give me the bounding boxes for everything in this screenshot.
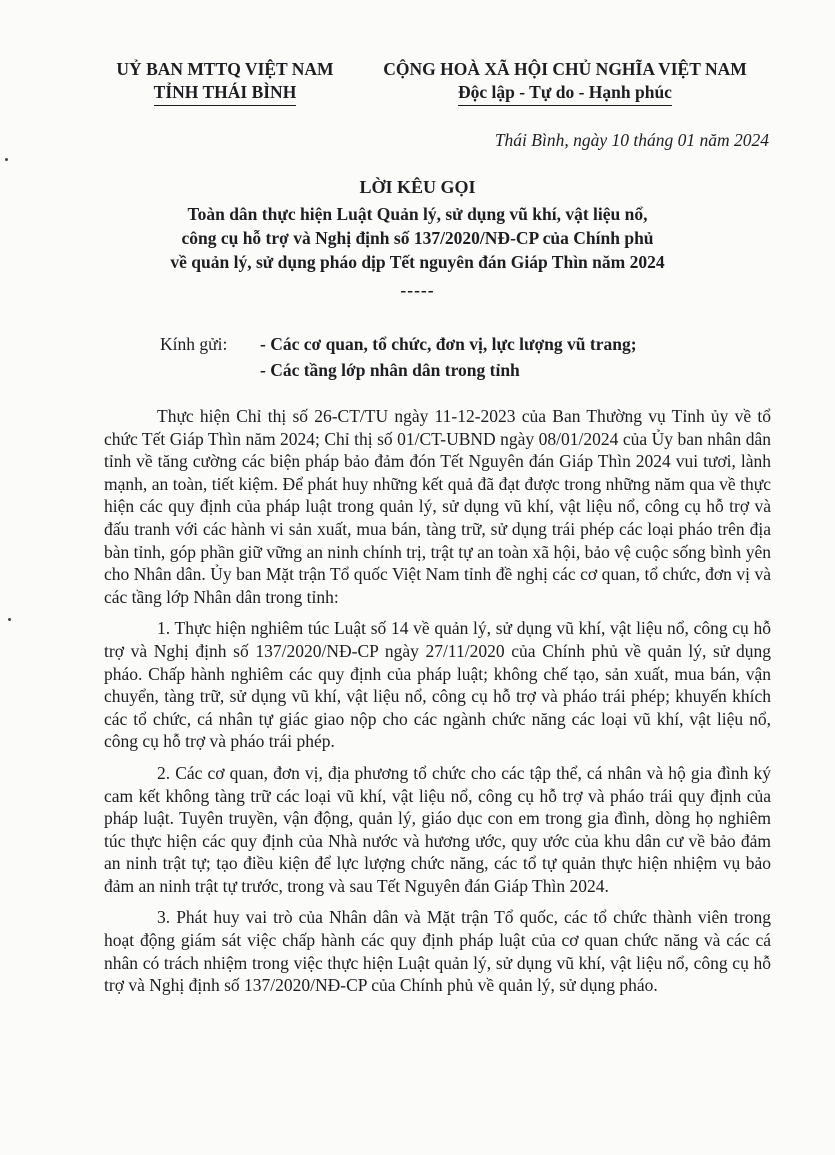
- scan-speck: [8, 618, 11, 621]
- recipient-1: - Các cơ quan, tổ chức, đơn vị, lực lượng vũ trang;: [260, 334, 637, 354]
- paragraph-3: 3. Phát huy vai trò của Nhân dân và Mặt trận Tổ quốc, các tổ chức thành viên trong hoạt động giám sát việc chấp hành các quy định pháp luật của cơ quan chức năng và các cá nhân có trách nhiệm trong việc thực hiện Luật quản lý, sử dụng vũ khí, vật liệu nổ, công cụ hỗ trợ và Nghị định số 137/2020/NĐ-CP của Chính phủ về quản lý, sử dụng pháo.: [104, 907, 771, 996]
- paragraph-2: 2. Các cơ quan, đơn vị, địa phương tổ chức cho các tập thể, cá nhân và hộ gia đình ký cam kết không tàng trữ các loại vũ khí, vật liệu nổ, công cụ hỗ trợ và pháo trái quy định của pháp luật. Tuyên truyền, vận động, quản lý, giáo dục con em trong gia đình, dòng họ nghiêm túc thực hiện các quy định của Nhà nước và hương ước, quy ước của khu dân cư về bảo đảm an ninh trật tự; tạo điều kiện để lực lượng chức năng, các tổ tự quản thực hiện nhiệm vụ bảo đảm an ninh trật tự trước, trong và sau Tết Nguyên đán Giáp Thìn 2024.: [104, 762, 771, 896]
- title-main: LỜI KÊU GỌI: [359, 177, 476, 197]
- national-motto: [355, 58, 775, 106]
- document-body: [104, 405, 771, 1006]
- scan-speck: [5, 158, 8, 161]
- document-title: [60, 175, 775, 302]
- title-sub-2: công cụ hỗ trợ và Nghị định số 137/2020/NĐ-CP của Chính phủ: [181, 228, 654, 248]
- motto-line: Độc lập - Tự do - Hạnh phúc: [458, 81, 672, 106]
- org-province: TỈNH THÁI BÌNH: [154, 81, 297, 106]
- title-sub-1: Toàn dân thực hiện Luật Quản lý, sử dụng vũ khí, vật liệu nổ,: [187, 204, 648, 224]
- issuing-organization: [100, 58, 350, 106]
- paragraph-1: 1. Thực hiện nghiêm túc Luật số 14 về quản lý, sử dụng vũ khí, vật liệu nổ, công cụ hỗ trợ và Nghị định số 137/2020/NĐ-CP ngày 27/11/2020 của Chính phủ về quản lý, sử dụng pháo. Chấp hành nghiêm các quy định của pháp luật; không chế tạo, sản xuất, mua bán, vận chuyển, tàng trữ, sử dụng vũ khí, vật liệu nổ, công cụ hỗ trợ và pháo trái phép; khuyến khích các tổ chức, cá nhân tự giác giao nộp cho các ngành chức năng các loại vũ khí, vật liệu nổ, công cụ hỗ trợ và pháo trái phép.: [104, 618, 771, 752]
- recipients-label: Kính gửi:: [160, 334, 228, 354]
- date-line: Thái Bình, ngày 10 tháng 01 năm 2024: [494, 130, 769, 150]
- org-name: UỶ BAN MTTQ VIỆT NAM: [116, 59, 334, 79]
- recipient-2: - Các tầng lớp nhân dân trong tỉnh: [260, 360, 520, 380]
- nation-name: CỘNG HOÀ XÃ HỘI CHỦ NGHĨA VIỆT NAM: [383, 59, 747, 79]
- paragraph-intro: Thực hiện Chỉ thị số 26-CT/TU ngày 11-12-2023 của Ban Thường vụ Tỉnh ủy về tổ chức Tết Giáp Thìn năm 2024; Chỉ thị số 01/CT-UBND ngày 08/01/2024 của Ủy ban nhân dân tỉnh về tăng cường các biện pháp bảo đảm đón Tết Nguyên đán Giáp Thìn 2024 vui tươi, lành mạnh, an toàn, tiết kiệm. Để phát huy những kết quả đã đạt được trong những năm qua về thực hiện các quy định của pháp luật trong quản lý, sử dụng vũ khí, vật liệu nổ, công cụ hỗ trợ và đấu tranh với các hành vi sản xuất, mua bán, tàng trữ, sử dụng trái phép các loại pháo trên địa bàn tỉnh, góp phần giữ vững an ninh chính trị, trật tự an toàn xã hội, bảo vệ cuộc sống bình yên cho Nhân dân. Ủy ban Mặt trận Tổ quốc Việt Nam tỉnh đề nghị các cơ quan, tổ chức, đơn vị và các tầng lớp Nhân dân trong tỉnh:: [104, 406, 771, 607]
- title-separator: -----: [400, 280, 435, 300]
- title-sub-3: về quản lý, sử dụng pháo dịp Tết nguyên đán Giáp Thìn năm 2024: [170, 252, 665, 272]
- recipients: [160, 331, 637, 383]
